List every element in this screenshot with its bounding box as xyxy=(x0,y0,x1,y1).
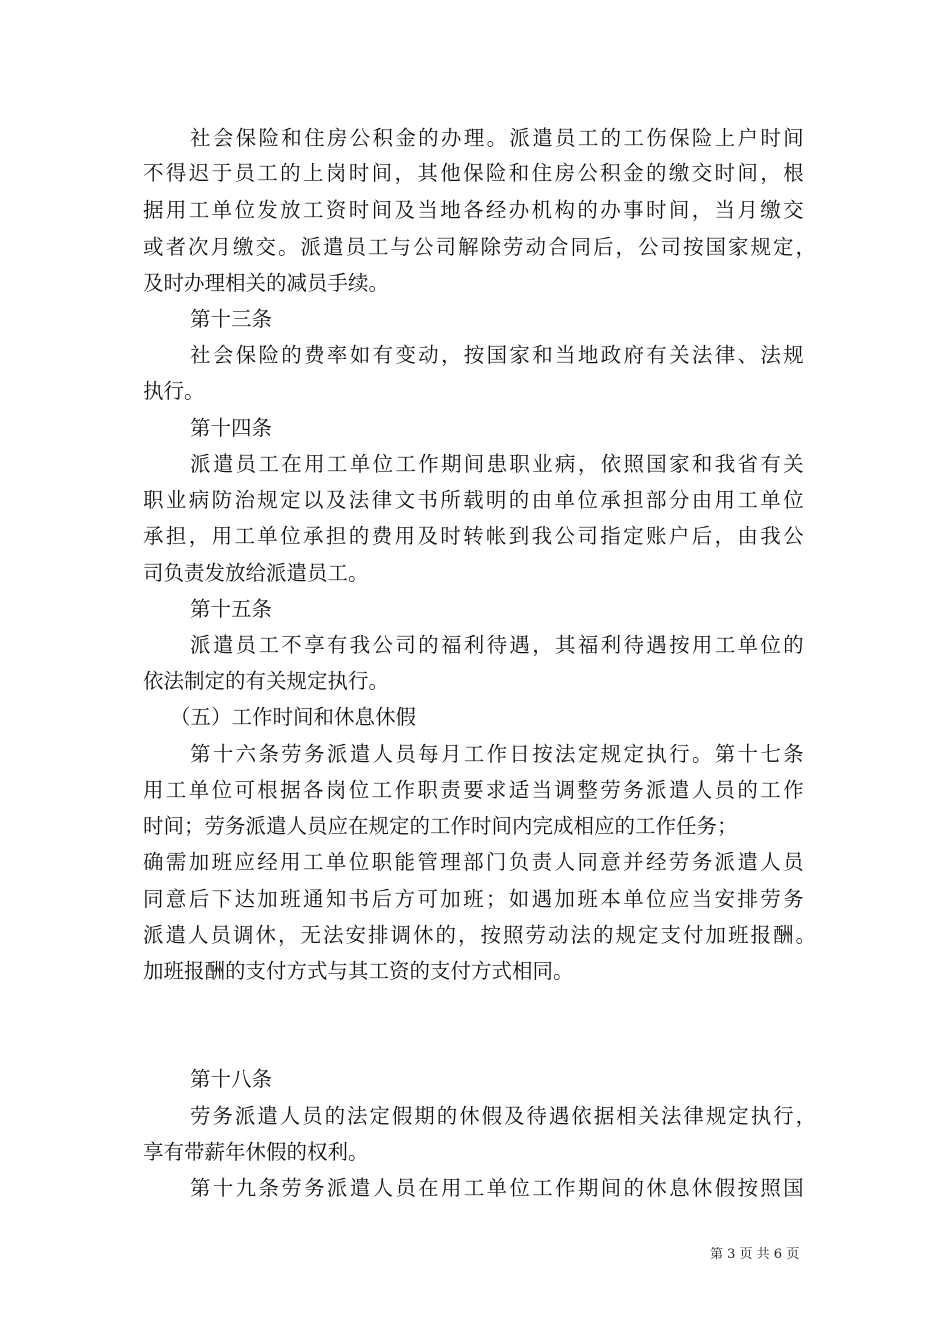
text-line: 劳务派遣人员的法定假期的休假及待遇依据相关法律规定执行， xyxy=(190,1104,818,1128)
text-line: 及时办理相关的减员手续。 xyxy=(143,271,389,295)
text-line: 享有带薪年休假的权利。 xyxy=(143,1140,369,1164)
article-heading: 第十八条 xyxy=(190,1067,272,1091)
text-line: 派遣员工在用工单位工作期间患职业病，依照国家和我省有关 xyxy=(190,452,806,476)
text-line: 社会保险和住房公积金的办理。派遣员工的工伤保险上户时间 xyxy=(190,126,806,150)
text-line: 承担，用工单位承担的费用及时转帐到我公司指定账户后，由我公 xyxy=(143,524,806,548)
text-line: 社会保险的费率如有变动，按国家和当地政府有关法律、法规 xyxy=(190,343,806,367)
text-line: 时间；劳务派遣人员应在规定的工作时间内完成相应的工作任务； xyxy=(143,814,738,838)
section-heading: （五）工作时间和休息休假 xyxy=(170,705,416,729)
article-heading: 第十三条 xyxy=(190,307,272,331)
page-number-footer: 第 3 页 共 6 页 xyxy=(710,1247,800,1262)
text-line: 派遣人员调休，无法安排调休的，按照劳动法的规定支付加班报酬。 xyxy=(143,923,818,947)
text-line: 用工单位可根据各岗位工作职责要求适当调整劳务派遣人员的工作 xyxy=(143,778,806,802)
text-line: 司负责发放给派遣员工。 xyxy=(143,561,369,585)
article-heading: 第十四条 xyxy=(190,416,272,440)
text-line: 派遣员工不享有我公司的福利待遇，其福利待遇按用工单位的 xyxy=(190,633,806,657)
text-line: 第十六条劳务派遣人员每月工作日按法定规定执行。第十七条 xyxy=(190,742,806,766)
text-line: 加班报酬的支付方式与其工资的支付方式相同。 xyxy=(143,959,574,983)
text-line: 第十九条劳务派遣人员在用工单位工作期间的休息休假按照国 xyxy=(190,1176,806,1200)
text-line: 或者次月缴交。派遣员工与公司解除劳动合同后，公司按国家规定， xyxy=(143,235,818,259)
text-line: 确需加班应经用工单位职能管理部门负责人同意并经劳务派遣人员 xyxy=(143,850,806,874)
text-line: 执行。 xyxy=(143,379,205,403)
text-line: 同意后下达加班通知书后方可加班；如遇加班本单位应当安排劳务 xyxy=(143,887,806,911)
text-line: 据用工单位发放工资时间及当地各经办机构的办事时间，当月缴交 xyxy=(143,198,806,222)
text-line: 职业病防治规定以及法律文书所载明的由单位承担部分由用工单位 xyxy=(143,488,806,512)
text-line: 依法制定的有关规定执行。 xyxy=(143,669,389,693)
text-line: 不得迟于员工的上岗时间，其他保险和住房公积金的缴交时间，根 xyxy=(143,161,806,185)
article-heading: 第十五条 xyxy=(190,597,272,621)
